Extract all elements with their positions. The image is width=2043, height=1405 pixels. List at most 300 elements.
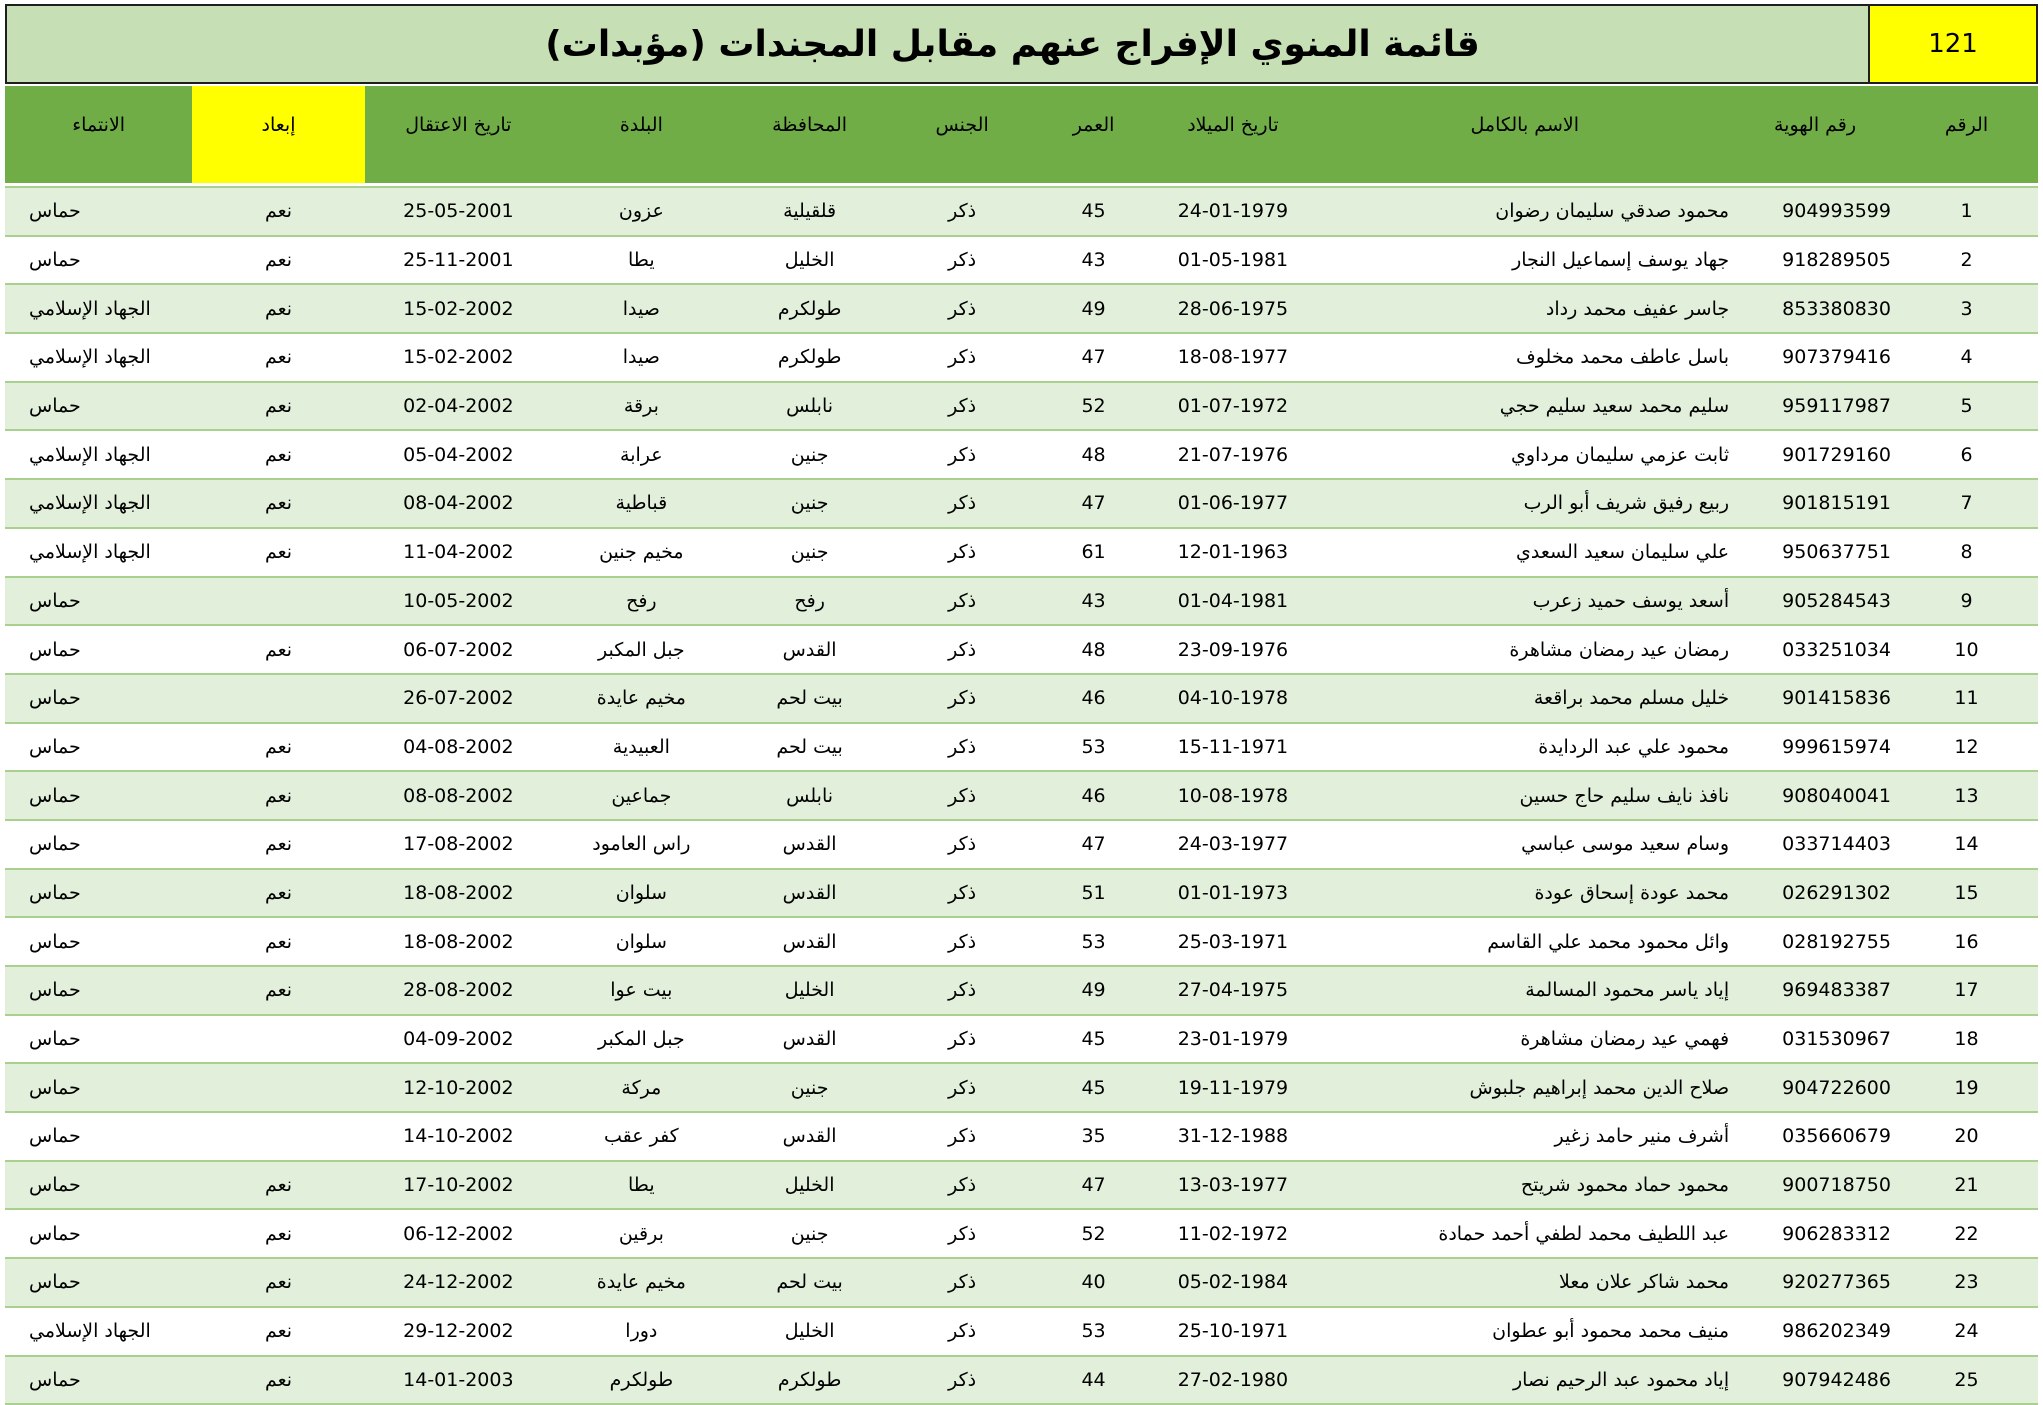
table-row — [5, 1356, 2038, 1405]
id-cell[interactable]: 901415836 — [1735, 674, 1895, 723]
birthdate-cell[interactable]: 12-01-1963 — [1151, 528, 1314, 577]
deportation-cell[interactable] — [192, 1015, 364, 1064]
id-cell[interactable]: 853380830 — [1735, 284, 1895, 333]
arrest-date-cell[interactable]: 05-04-2002 — [365, 430, 552, 479]
row-number-cell[interactable]: 5 — [1895, 382, 2038, 431]
town-cell[interactable]: بيت عوا — [552, 966, 731, 1015]
row-number-cell[interactable]: 10 — [1895, 625, 2038, 674]
age-cell[interactable]: 44 — [1036, 1356, 1152, 1405]
table-row — [5, 1063, 2038, 1112]
col-header-id[interactable]: رقم الهوية — [1735, 86, 1895, 183]
gender-cell[interactable]: ذكر — [888, 1112, 1035, 1161]
name-cell[interactable]: رمضان عيد رمضان مشاهرة — [1314, 625, 1735, 674]
id-cell[interactable]: 026291302 — [1735, 869, 1895, 918]
age-cell[interactable]: 48 — [1036, 625, 1152, 674]
gender-cell[interactable]: ذكر — [888, 333, 1035, 382]
name-cell[interactable]: جهاد يوسف إسماعيل النجار — [1314, 236, 1735, 285]
age-cell[interactable]: 52 — [1036, 1209, 1152, 1258]
governorate-cell[interactable]: الخليل — [731, 1161, 889, 1210]
name-cell[interactable]: محمد عودة إسحاق عودة — [1314, 869, 1735, 918]
birthdate-cell[interactable]: 11-02-1972 — [1151, 1209, 1314, 1258]
age-cell[interactable]: 53 — [1036, 917, 1152, 966]
col-header-governorate[interactable]: المحافظة — [731, 86, 889, 183]
gender-cell[interactable]: ذكر — [888, 479, 1035, 528]
deportation-cell[interactable]: نعم — [192, 917, 364, 966]
birthdate-cell[interactable]: 10-08-1978 — [1151, 771, 1314, 820]
birthdate-cell[interactable]: 24-01-1979 — [1151, 187, 1314, 236]
town-cell[interactable]: دورا — [552, 1307, 731, 1356]
town-cell[interactable]: عرابة — [552, 430, 731, 479]
gender-cell[interactable]: ذكر — [888, 1307, 1035, 1356]
town-cell[interactable]: طولكرم — [552, 1356, 731, 1405]
age-cell[interactable]: 53 — [1036, 1307, 1152, 1356]
birthdate-cell[interactable]: 23-09-1976 — [1151, 625, 1314, 674]
town-cell[interactable]: يطا — [552, 1161, 731, 1210]
town-cell[interactable]: قباطية — [552, 479, 731, 528]
town-cell[interactable]: عزون — [552, 187, 731, 236]
birthdate-cell[interactable]: 18-08-1977 — [1151, 333, 1314, 382]
deportation-cell[interactable] — [192, 1063, 364, 1112]
deportation-cell[interactable]: نعم — [192, 869, 364, 918]
arrest-date-cell[interactable]: 06-07-2002 — [365, 625, 552, 674]
governorate-cell[interactable]: جنين — [731, 1063, 889, 1112]
name-cell[interactable]: محمد شاكر علان معلا — [1314, 1258, 1735, 1307]
col-header-age[interactable]: العمر — [1036, 86, 1152, 183]
age-cell[interactable]: 53 — [1036, 723, 1152, 772]
governorate-cell[interactable]: نابلس — [731, 771, 889, 820]
name-cell[interactable]: وائل محمود محمد علي القاسم — [1314, 917, 1735, 966]
age-cell[interactable]: 46 — [1036, 771, 1152, 820]
gender-cell[interactable]: ذكر — [888, 1258, 1035, 1307]
deportation-cell[interactable]: نعم — [192, 284, 364, 333]
affiliation-cell[interactable]: حماس — [5, 1063, 192, 1112]
id-cell[interactable]: 918289505 — [1735, 236, 1895, 285]
governorate-cell[interactable]: طولكرم — [731, 1356, 889, 1405]
name-cell[interactable]: سليم محمد سعيد سليم حجي — [1314, 382, 1735, 431]
governorate-cell[interactable]: رفح — [731, 577, 889, 626]
row-number-cell[interactable]: 1 — [1895, 187, 2038, 236]
town-cell[interactable]: سلوان — [552, 917, 731, 966]
birthdate-cell[interactable]: 25-03-1971 — [1151, 917, 1314, 966]
col-header-name[interactable]: الاسم بالكامل — [1314, 86, 1735, 183]
affiliation-cell[interactable]: حماس — [5, 1356, 192, 1405]
birthdate-cell[interactable]: 15-11-1971 — [1151, 723, 1314, 772]
id-cell[interactable]: 900718750 — [1735, 1161, 1895, 1210]
age-cell[interactable]: 43 — [1036, 236, 1152, 285]
row-number-cell[interactable]: 11 — [1895, 674, 2038, 723]
governorate-cell[interactable]: بيت لحم — [731, 1258, 889, 1307]
age-cell[interactable]: 35 — [1036, 1112, 1152, 1161]
name-cell[interactable]: عبد اللطيف محمد لطفي أحمد حمادة — [1314, 1209, 1735, 1258]
age-cell[interactable]: 46 — [1036, 674, 1152, 723]
town-cell[interactable]: صيدا — [552, 284, 731, 333]
count-cell[interactable]: 121 — [1868, 6, 2036, 82]
governorate-cell[interactable]: قلقيلية — [731, 187, 889, 236]
row-number-cell[interactable]: 21 — [1895, 1161, 2038, 1210]
governorate-cell[interactable]: بيت لحم — [731, 723, 889, 772]
affiliation-cell[interactable]: حماس — [5, 236, 192, 285]
gender-cell[interactable]: ذكر — [888, 187, 1035, 236]
name-cell[interactable]: جاسر عفيف محمد رداد — [1314, 284, 1735, 333]
affiliation-cell[interactable]: حماس — [5, 382, 192, 431]
arrest-date-cell[interactable]: 02-04-2002 — [365, 382, 552, 431]
arrest-date-cell[interactable]: 29-12-2002 — [365, 1307, 552, 1356]
gender-cell[interactable]: ذكر — [888, 1356, 1035, 1405]
affiliation-cell[interactable]: حماس — [5, 1015, 192, 1064]
governorate-cell[interactable]: جنين — [731, 479, 889, 528]
town-cell[interactable]: برقة — [552, 382, 731, 431]
gender-cell[interactable]: ذكر — [888, 430, 1035, 479]
age-cell[interactable]: 49 — [1036, 966, 1152, 1015]
gender-cell[interactable]: ذكر — [888, 577, 1035, 626]
birthdate-cell[interactable]: 05-02-1984 — [1151, 1258, 1314, 1307]
governorate-cell[interactable]: القدس — [731, 917, 889, 966]
birthdate-cell[interactable]: 27-04-1975 — [1151, 966, 1314, 1015]
row-number-cell[interactable]: 14 — [1895, 820, 2038, 869]
affiliation-cell[interactable]: حماس — [5, 577, 192, 626]
id-cell[interactable]: 028192755 — [1735, 917, 1895, 966]
deportation-cell[interactable]: نعم — [192, 528, 364, 577]
row-number-cell[interactable]: 6 — [1895, 430, 2038, 479]
deportation-cell[interactable]: نعم — [192, 236, 364, 285]
birthdate-cell[interactable]: 01-05-1981 — [1151, 236, 1314, 285]
arrest-date-cell[interactable]: 06-12-2002 — [365, 1209, 552, 1258]
row-number-cell[interactable]: 20 — [1895, 1112, 2038, 1161]
town-cell[interactable]: جبل المكبر — [552, 625, 731, 674]
birthdate-cell[interactable]: 31-12-1988 — [1151, 1112, 1314, 1161]
affiliation-cell[interactable]: حماس — [5, 1112, 192, 1161]
deportation-cell[interactable]: نعم — [192, 820, 364, 869]
governorate-cell[interactable]: جنين — [731, 430, 889, 479]
deportation-cell[interactable]: نعم — [192, 625, 364, 674]
gender-cell[interactable]: ذكر — [888, 674, 1035, 723]
arrest-date-cell[interactable]: 10-05-2002 — [365, 577, 552, 626]
affiliation-cell[interactable]: حماس — [5, 966, 192, 1015]
arrest-date-cell[interactable]: 17-10-2002 — [365, 1161, 552, 1210]
arrest-date-cell[interactable]: 04-09-2002 — [365, 1015, 552, 1064]
deportation-cell[interactable]: نعم — [192, 1209, 364, 1258]
age-cell[interactable]: 51 — [1036, 869, 1152, 918]
affiliation-cell[interactable]: حماس — [5, 1209, 192, 1258]
id-cell[interactable]: 904722600 — [1735, 1063, 1895, 1112]
town-cell[interactable]: مخيم عايدة — [552, 674, 731, 723]
birthdate-cell[interactable]: 01-04-1981 — [1151, 577, 1314, 626]
age-cell[interactable]: 61 — [1036, 528, 1152, 577]
affiliation-cell[interactable]: حماس — [5, 820, 192, 869]
id-cell[interactable]: 905284543 — [1735, 577, 1895, 626]
name-cell[interactable]: فهمي عيد رمضان مشاهرة — [1314, 1015, 1735, 1064]
arrest-date-cell[interactable]: 08-08-2002 — [365, 771, 552, 820]
name-cell[interactable]: علي سليمان سعيد السعدي — [1314, 528, 1735, 577]
age-cell[interactable]: 47 — [1036, 820, 1152, 869]
gender-cell[interactable]: ذكر — [888, 284, 1035, 333]
birthdate-cell[interactable]: 21-07-1976 — [1151, 430, 1314, 479]
row-number-cell[interactable]: 22 — [1895, 1209, 2038, 1258]
governorate-cell[interactable]: القدس — [731, 820, 889, 869]
arrest-date-cell[interactable]: 24-12-2002 — [365, 1258, 552, 1307]
row-number-cell[interactable]: 12 — [1895, 723, 2038, 772]
arrest-date-cell[interactable]: 25-05-2001 — [365, 187, 552, 236]
col-header-number[interactable]: الرقم — [1895, 86, 2038, 183]
arrest-date-cell[interactable]: 18-08-2002 — [365, 869, 552, 918]
gender-cell[interactable]: ذكر — [888, 771, 1035, 820]
affiliation-cell[interactable]: الجهاد الإسلامي — [5, 1307, 192, 1356]
arrest-date-cell[interactable]: 15-02-2002 — [365, 284, 552, 333]
row-number-cell[interactable]: 15 — [1895, 869, 2038, 918]
affiliation-cell[interactable]: حماس — [5, 674, 192, 723]
col-header-arrest-date[interactable]: تاريخ الاعتقال — [365, 86, 552, 183]
row-number-cell[interactable]: 16 — [1895, 917, 2038, 966]
deportation-cell[interactable]: نعم — [192, 1161, 364, 1210]
arrest-date-cell[interactable]: 12-10-2002 — [365, 1063, 552, 1112]
arrest-date-cell[interactable]: 18-08-2002 — [365, 917, 552, 966]
town-cell[interactable]: جماعين — [552, 771, 731, 820]
deportation-cell[interactable]: نعم — [192, 771, 364, 820]
row-number-cell[interactable]: 8 — [1895, 528, 2038, 577]
id-cell[interactable]: 920277365 — [1735, 1258, 1895, 1307]
col-header-town[interactable]: البلدة — [552, 86, 731, 183]
governorate-cell[interactable]: القدس — [731, 625, 889, 674]
name-cell[interactable]: صلاح الدين محمد إبراهيم جلبوش — [1314, 1063, 1735, 1112]
gender-cell[interactable]: ذكر — [888, 1063, 1035, 1112]
age-cell[interactable]: 45 — [1036, 1063, 1152, 1112]
arrest-date-cell[interactable]: 28-08-2002 — [365, 966, 552, 1015]
gender-cell[interactable]: ذكر — [888, 625, 1035, 674]
governorate-cell[interactable]: الخليل — [731, 1307, 889, 1356]
governorate-cell[interactable]: القدس — [731, 1015, 889, 1064]
arrest-date-cell[interactable]: 25-11-2001 — [365, 236, 552, 285]
affiliation-cell[interactable]: حماس — [5, 869, 192, 918]
deportation-cell[interactable]: نعم — [192, 723, 364, 772]
town-cell[interactable]: كفر عقب — [552, 1112, 731, 1161]
arrest-date-cell[interactable]: 17-08-2002 — [365, 820, 552, 869]
birthdate-cell[interactable]: 04-10-1978 — [1151, 674, 1314, 723]
id-cell[interactable]: 999615974 — [1735, 723, 1895, 772]
arrest-date-cell[interactable]: 26-07-2002 — [365, 674, 552, 723]
birthdate-cell[interactable]: 13-03-1977 — [1151, 1161, 1314, 1210]
town-cell[interactable]: رفح — [552, 577, 731, 626]
id-cell[interactable]: 904993599 — [1735, 187, 1895, 236]
age-cell[interactable]: 47 — [1036, 479, 1152, 528]
name-cell[interactable]: محمود صدقي سليمان رضوان — [1314, 187, 1735, 236]
governorate-cell[interactable]: بيت لحم — [731, 674, 889, 723]
deportation-cell[interactable]: نعم — [192, 187, 364, 236]
id-cell[interactable]: 907942486 — [1735, 1356, 1895, 1405]
id-cell[interactable]: 908040041 — [1735, 771, 1895, 820]
id-cell[interactable]: 033251034 — [1735, 625, 1895, 674]
table-row — [5, 820, 2038, 869]
id-cell[interactable]: 035660679 — [1735, 1112, 1895, 1161]
governorate-cell[interactable]: جنين — [731, 528, 889, 577]
table-row — [5, 187, 2038, 236]
table-row — [5, 625, 2038, 674]
governorate-cell[interactable]: الخليل — [731, 236, 889, 285]
deportation-cell[interactable]: نعم — [192, 430, 364, 479]
affiliation-cell[interactable]: الجهاد الإسلامي — [5, 284, 192, 333]
id-cell[interactable]: 031530967 — [1735, 1015, 1895, 1064]
birthdate-cell[interactable]: 01-07-1972 — [1151, 382, 1314, 431]
gender-cell[interactable]: ذكر — [888, 820, 1035, 869]
row-number-cell[interactable]: 7 — [1895, 479, 2038, 528]
birthdate-cell[interactable]: 25-10-1971 — [1151, 1307, 1314, 1356]
arrest-date-cell[interactable]: 14-10-2002 — [365, 1112, 552, 1161]
name-cell[interactable]: خليل مسلم محمد براقعة — [1314, 674, 1735, 723]
name-cell[interactable]: نافذ نايف سليم حاج حسين — [1314, 771, 1735, 820]
birthdate-cell[interactable]: 23-01-1979 — [1151, 1015, 1314, 1064]
id-cell[interactable]: 901729160 — [1735, 430, 1895, 479]
town-cell[interactable]: مركة — [552, 1063, 731, 1112]
row-number-cell[interactable]: 3 — [1895, 284, 2038, 333]
age-cell[interactable]: 47 — [1036, 1161, 1152, 1210]
gender-cell[interactable]: ذكر — [888, 236, 1035, 285]
col-header-deportation[interactable]: إبعاد — [192, 86, 364, 183]
name-cell[interactable]: إياد ياسر محمود المسالمة — [1314, 966, 1735, 1015]
affiliation-cell[interactable]: الجهاد الإسلامي — [5, 430, 192, 479]
governorate-cell[interactable]: طولكرم — [731, 333, 889, 382]
id-cell[interactable]: 033714403 — [1735, 820, 1895, 869]
town-cell[interactable]: العبيدية — [552, 723, 731, 772]
affiliation-cell[interactable]: حماس — [5, 917, 192, 966]
deportation-cell[interactable]: نعم — [192, 479, 364, 528]
deportation-cell[interactable]: نعم — [192, 382, 364, 431]
deportation-cell[interactable] — [192, 1112, 364, 1161]
governorate-cell[interactable]: القدس — [731, 1112, 889, 1161]
table-row — [5, 1258, 2038, 1307]
affiliation-cell[interactable]: حماس — [5, 187, 192, 236]
id-cell[interactable]: 906283312 — [1735, 1209, 1895, 1258]
row-number-cell[interactable]: 9 — [1895, 577, 2038, 626]
table-row — [5, 723, 2038, 772]
table-row — [5, 284, 2038, 333]
deportation-cell[interactable]: نعم — [192, 1307, 364, 1356]
name-cell[interactable]: منيف محمد محمود أبو عطوان — [1314, 1307, 1735, 1356]
id-cell[interactable]: 950637751 — [1735, 528, 1895, 577]
row-number-cell[interactable]: 19 — [1895, 1063, 2038, 1112]
town-cell[interactable]: برقين — [552, 1209, 731, 1258]
id-cell[interactable]: 907379416 — [1735, 333, 1895, 382]
id-cell[interactable]: 901815191 — [1735, 479, 1895, 528]
row-number-cell[interactable]: 23 — [1895, 1258, 2038, 1307]
col-header-birthdate[interactable]: تاريخ الميلاد — [1151, 86, 1314, 183]
gender-cell[interactable]: ذكر — [888, 966, 1035, 1015]
id-cell[interactable]: 959117987 — [1735, 382, 1895, 431]
town-cell[interactable]: راس العامود — [552, 820, 731, 869]
deportation-cell[interactable] — [192, 577, 364, 626]
gender-cell[interactable]: ذكر — [888, 528, 1035, 577]
birthdate-cell[interactable]: 28-06-1975 — [1151, 284, 1314, 333]
deportation-cell[interactable]: نعم — [192, 966, 364, 1015]
governorate-cell[interactable]: الخليل — [731, 966, 889, 1015]
table-row — [5, 917, 2038, 966]
age-cell[interactable]: 45 — [1036, 1015, 1152, 1064]
town-cell[interactable]: سلوان — [552, 869, 731, 918]
arrest-date-cell[interactable]: 15-02-2002 — [365, 333, 552, 382]
gender-cell[interactable]: ذكر — [888, 1161, 1035, 1210]
affiliation-cell[interactable]: حماس — [5, 1258, 192, 1307]
gender-cell[interactable]: ذكر — [888, 723, 1035, 772]
governorate-cell[interactable]: القدس — [731, 869, 889, 918]
name-cell[interactable]: ربيع رفيق شريف أبو الرب — [1314, 479, 1735, 528]
age-cell[interactable]: 52 — [1036, 382, 1152, 431]
name-cell[interactable]: أسعد يوسف حميد زعرب — [1314, 577, 1735, 626]
deportation-cell[interactable]: نعم — [192, 1258, 364, 1307]
row-number-cell[interactable]: 17 — [1895, 966, 2038, 1015]
arrest-date-cell[interactable]: 08-04-2002 — [365, 479, 552, 528]
prisoners-table — [5, 86, 2038, 1405]
gender-cell[interactable]: ذكر — [888, 1209, 1035, 1258]
name-cell[interactable]: ثابت عزمي سليمان مرداوي — [1314, 430, 1735, 479]
id-cell[interactable]: 969483387 — [1735, 966, 1895, 1015]
name-cell[interactable]: محمود علي عبد الردايدة — [1314, 723, 1735, 772]
row-number-cell[interactable]: 4 — [1895, 333, 2038, 382]
name-cell[interactable]: أشرف منير حامد زغير — [1314, 1112, 1735, 1161]
name-cell[interactable]: وسام سعيد موسى عباسي — [1314, 820, 1735, 869]
town-cell[interactable]: يطا — [552, 236, 731, 285]
age-cell[interactable]: 48 — [1036, 430, 1152, 479]
governorate-cell[interactable]: نابلس — [731, 382, 889, 431]
table-row — [5, 528, 2038, 577]
affiliation-cell[interactable]: حماس — [5, 723, 192, 772]
affiliation-cell[interactable]: حماس — [5, 1161, 192, 1210]
age-cell[interactable]: 47 — [1036, 333, 1152, 382]
gender-cell[interactable]: ذكر — [888, 869, 1035, 918]
arrest-date-cell[interactable]: 04-08-2002 — [365, 723, 552, 772]
birthdate-cell[interactable]: 24-03-1977 — [1151, 820, 1314, 869]
gender-cell[interactable]: ذكر — [888, 382, 1035, 431]
row-number-cell[interactable]: 13 — [1895, 771, 2038, 820]
governorate-cell[interactable]: جنين — [731, 1209, 889, 1258]
governorate-cell[interactable]: طولكرم — [731, 284, 889, 333]
affiliation-cell[interactable]: الجهاد الإسلامي — [5, 333, 192, 382]
affiliation-cell[interactable]: حماس — [5, 625, 192, 674]
row-number-cell[interactable]: 25 — [1895, 1356, 2038, 1405]
name-cell[interactable]: باسل عاطف محمد مخلوف — [1314, 333, 1735, 382]
table-row — [5, 1112, 2038, 1161]
town-cell[interactable]: مخيم جنين — [552, 528, 731, 577]
town-cell[interactable]: جبل المكبر — [552, 1015, 731, 1064]
birthdate-cell[interactable]: 27-02-1980 — [1151, 1356, 1314, 1405]
town-cell[interactable]: صيدا — [552, 333, 731, 382]
age-cell[interactable]: 40 — [1036, 1258, 1152, 1307]
name-cell[interactable]: محمود حماد محمود شريتح — [1314, 1161, 1735, 1210]
birthdate-cell[interactable]: 19-11-1979 — [1151, 1063, 1314, 1112]
id-cell[interactable]: 986202349 — [1735, 1307, 1895, 1356]
age-cell[interactable]: 49 — [1036, 284, 1152, 333]
birthdate-cell[interactable]: 01-01-1973 — [1151, 869, 1314, 918]
row-number-cell[interactable]: 18 — [1895, 1015, 2038, 1064]
row-number-cell[interactable]: 2 — [1895, 236, 2038, 285]
affiliation-cell[interactable]: حماس — [5, 771, 192, 820]
gender-cell[interactable]: ذكر — [888, 917, 1035, 966]
col-header-affiliation[interactable]: الانتماء — [5, 86, 192, 183]
age-cell[interactable]: 45 — [1036, 187, 1152, 236]
gender-cell[interactable]: ذكر — [888, 1015, 1035, 1064]
row-number-cell[interactable]: 24 — [1895, 1307, 2038, 1356]
name-cell[interactable]: إياد محمود عبد الرحيم نصار — [1314, 1356, 1735, 1405]
age-cell[interactable]: 43 — [1036, 577, 1152, 626]
table-row — [5, 966, 2038, 1015]
deportation-cell[interactable] — [192, 674, 364, 723]
deportation-cell[interactable]: نعم — [192, 333, 364, 382]
birthdate-cell[interactable]: 01-06-1977 — [1151, 479, 1314, 528]
arrest-date-cell[interactable]: 14-01-2003 — [365, 1356, 552, 1405]
affiliation-cell[interactable]: الجهاد الإسلامي — [5, 479, 192, 528]
deportation-cell[interactable]: نعم — [192, 1356, 364, 1405]
arrest-date-cell[interactable]: 11-04-2002 — [365, 528, 552, 577]
col-header-gender[interactable]: الجنس — [888, 86, 1035, 183]
town-cell[interactable]: مخيم عايدة — [552, 1258, 731, 1307]
affiliation-cell[interactable]: الجهاد الإسلامي — [5, 528, 192, 577]
